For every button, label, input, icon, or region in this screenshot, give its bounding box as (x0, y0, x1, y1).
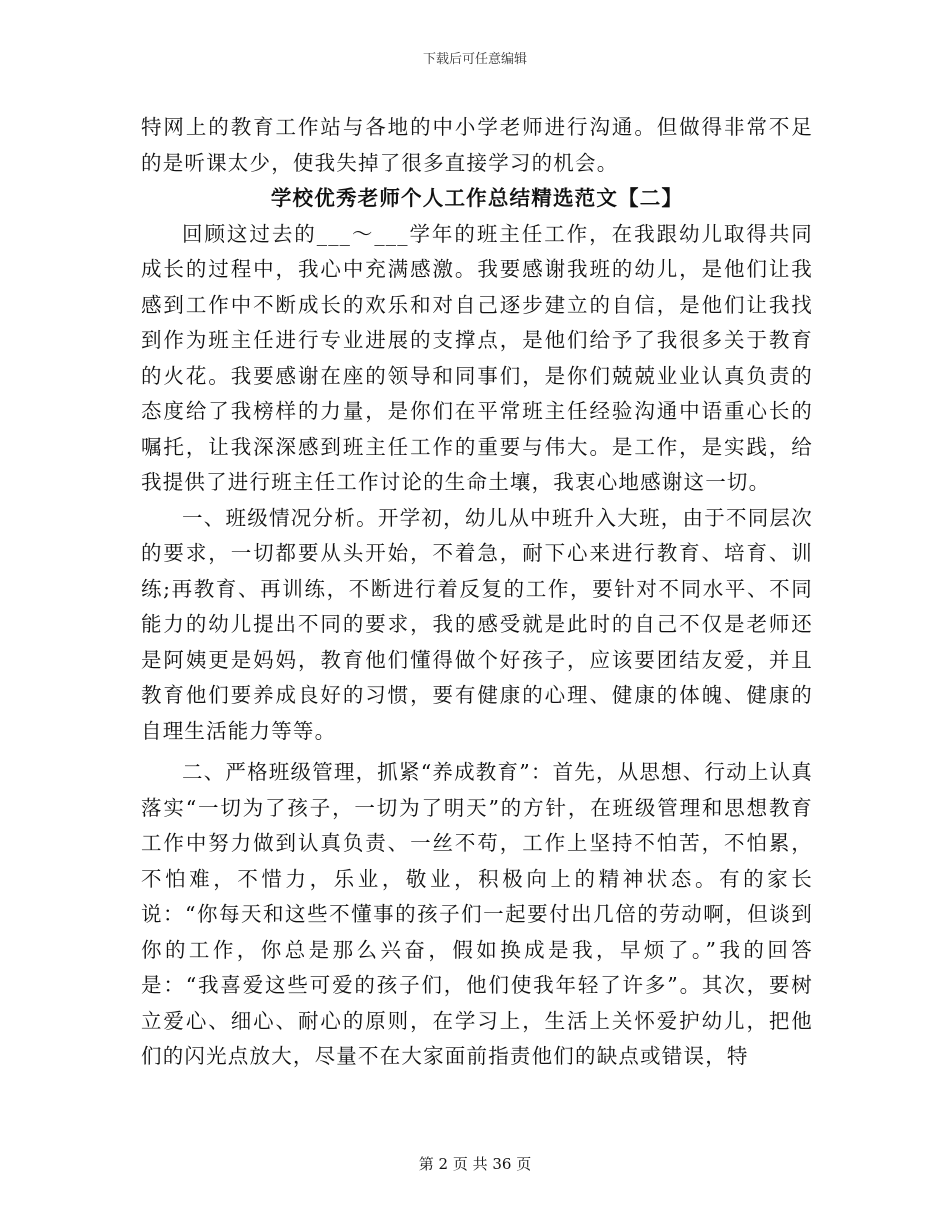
paragraph-class-management: 二、严格班级管理，抓紧“养成教育”：首先，从思想、行动上认真落实“一切为了孩子，一切为了明天”的方针，在班级管理和思想教育工作中努力做到认真负责、一丝不苟，工作上坚持不怕苦，不怕累，不怕难，不惜力，乐业，敬业，积极向上的精神状态。有的家长说：“你每天和这些不懂事的孩子们一起要付出几倍的劳动啊，但谈到你的工作，你总是那么兴奋，假如换成是我，早烦了。”我的回答是：“我喜爱这些可爱的孩子们，他们使我年轻了许多”。其次，要树立爱心、细心、耐心的原则，在学习上，生活上关怀爱护幼儿，把他们的闪光点放大，尽量不在大家面前指责他们的缺点或错误，特 (141, 760, 813, 1068)
section-title: 学校优秀老师个人工作总结精选范文【二】 (270, 186, 684, 210)
document-body (141, 110, 813, 1075)
page-number: 第 2 页 共 36 页 (418, 1155, 532, 1173)
paragraph-class-analysis: 一、班级情况分析。开学初，幼儿从中班升入大班，由于不同层次的要求，一切都要从头开始，不着急，耐下心来进行教育、培育、训练;再教育、再训练，不断进行着反复的工作，要针对不同水平、不同能力的幼儿提出不同的要求，我的感受就是此时的自己不仅是老师还是阿姨更是妈妈，教育他们懂得做个好孩子，应该要团结友爱，并且教育他们要养成良好的习惯，要有健康的心理、健康的体魄、健康的自理生活能力等等。 (141, 505, 813, 743)
header-note: 下载后可任意编辑 (422, 52, 527, 67)
continuation-paragraph: 特网上的教育工作站与各地的中小学老师进行沟通。但做得非常不足的是听课太少，使我失掉了很多直接学习的机会。 (141, 115, 813, 175)
paragraph-intro: 回顾这过去的___～___学年的班主任工作，在我跟幼儿取得共同成长的过程中，我心中充满感激。我要感谢我班的幼儿，是他们让我感到工作中不断成长的欢乐和对自己逐步建立的自信，是他们让我找到作为班主任进行专业进展的支撑点，是他们给予了我很多关于教育的火花。我要感谢在座的领导和同事们，是你们兢兢业业认真负责的态度给了我榜样的力量，是你们在平常班主任经验沟通中语重心长的嘱托，让我深深感到班主任工作的重要与伟大。是工作，是实践，给我提供了进行班主任工作讨论的生命土壤，我衷心地感谢这一切。 (141, 221, 813, 494)
